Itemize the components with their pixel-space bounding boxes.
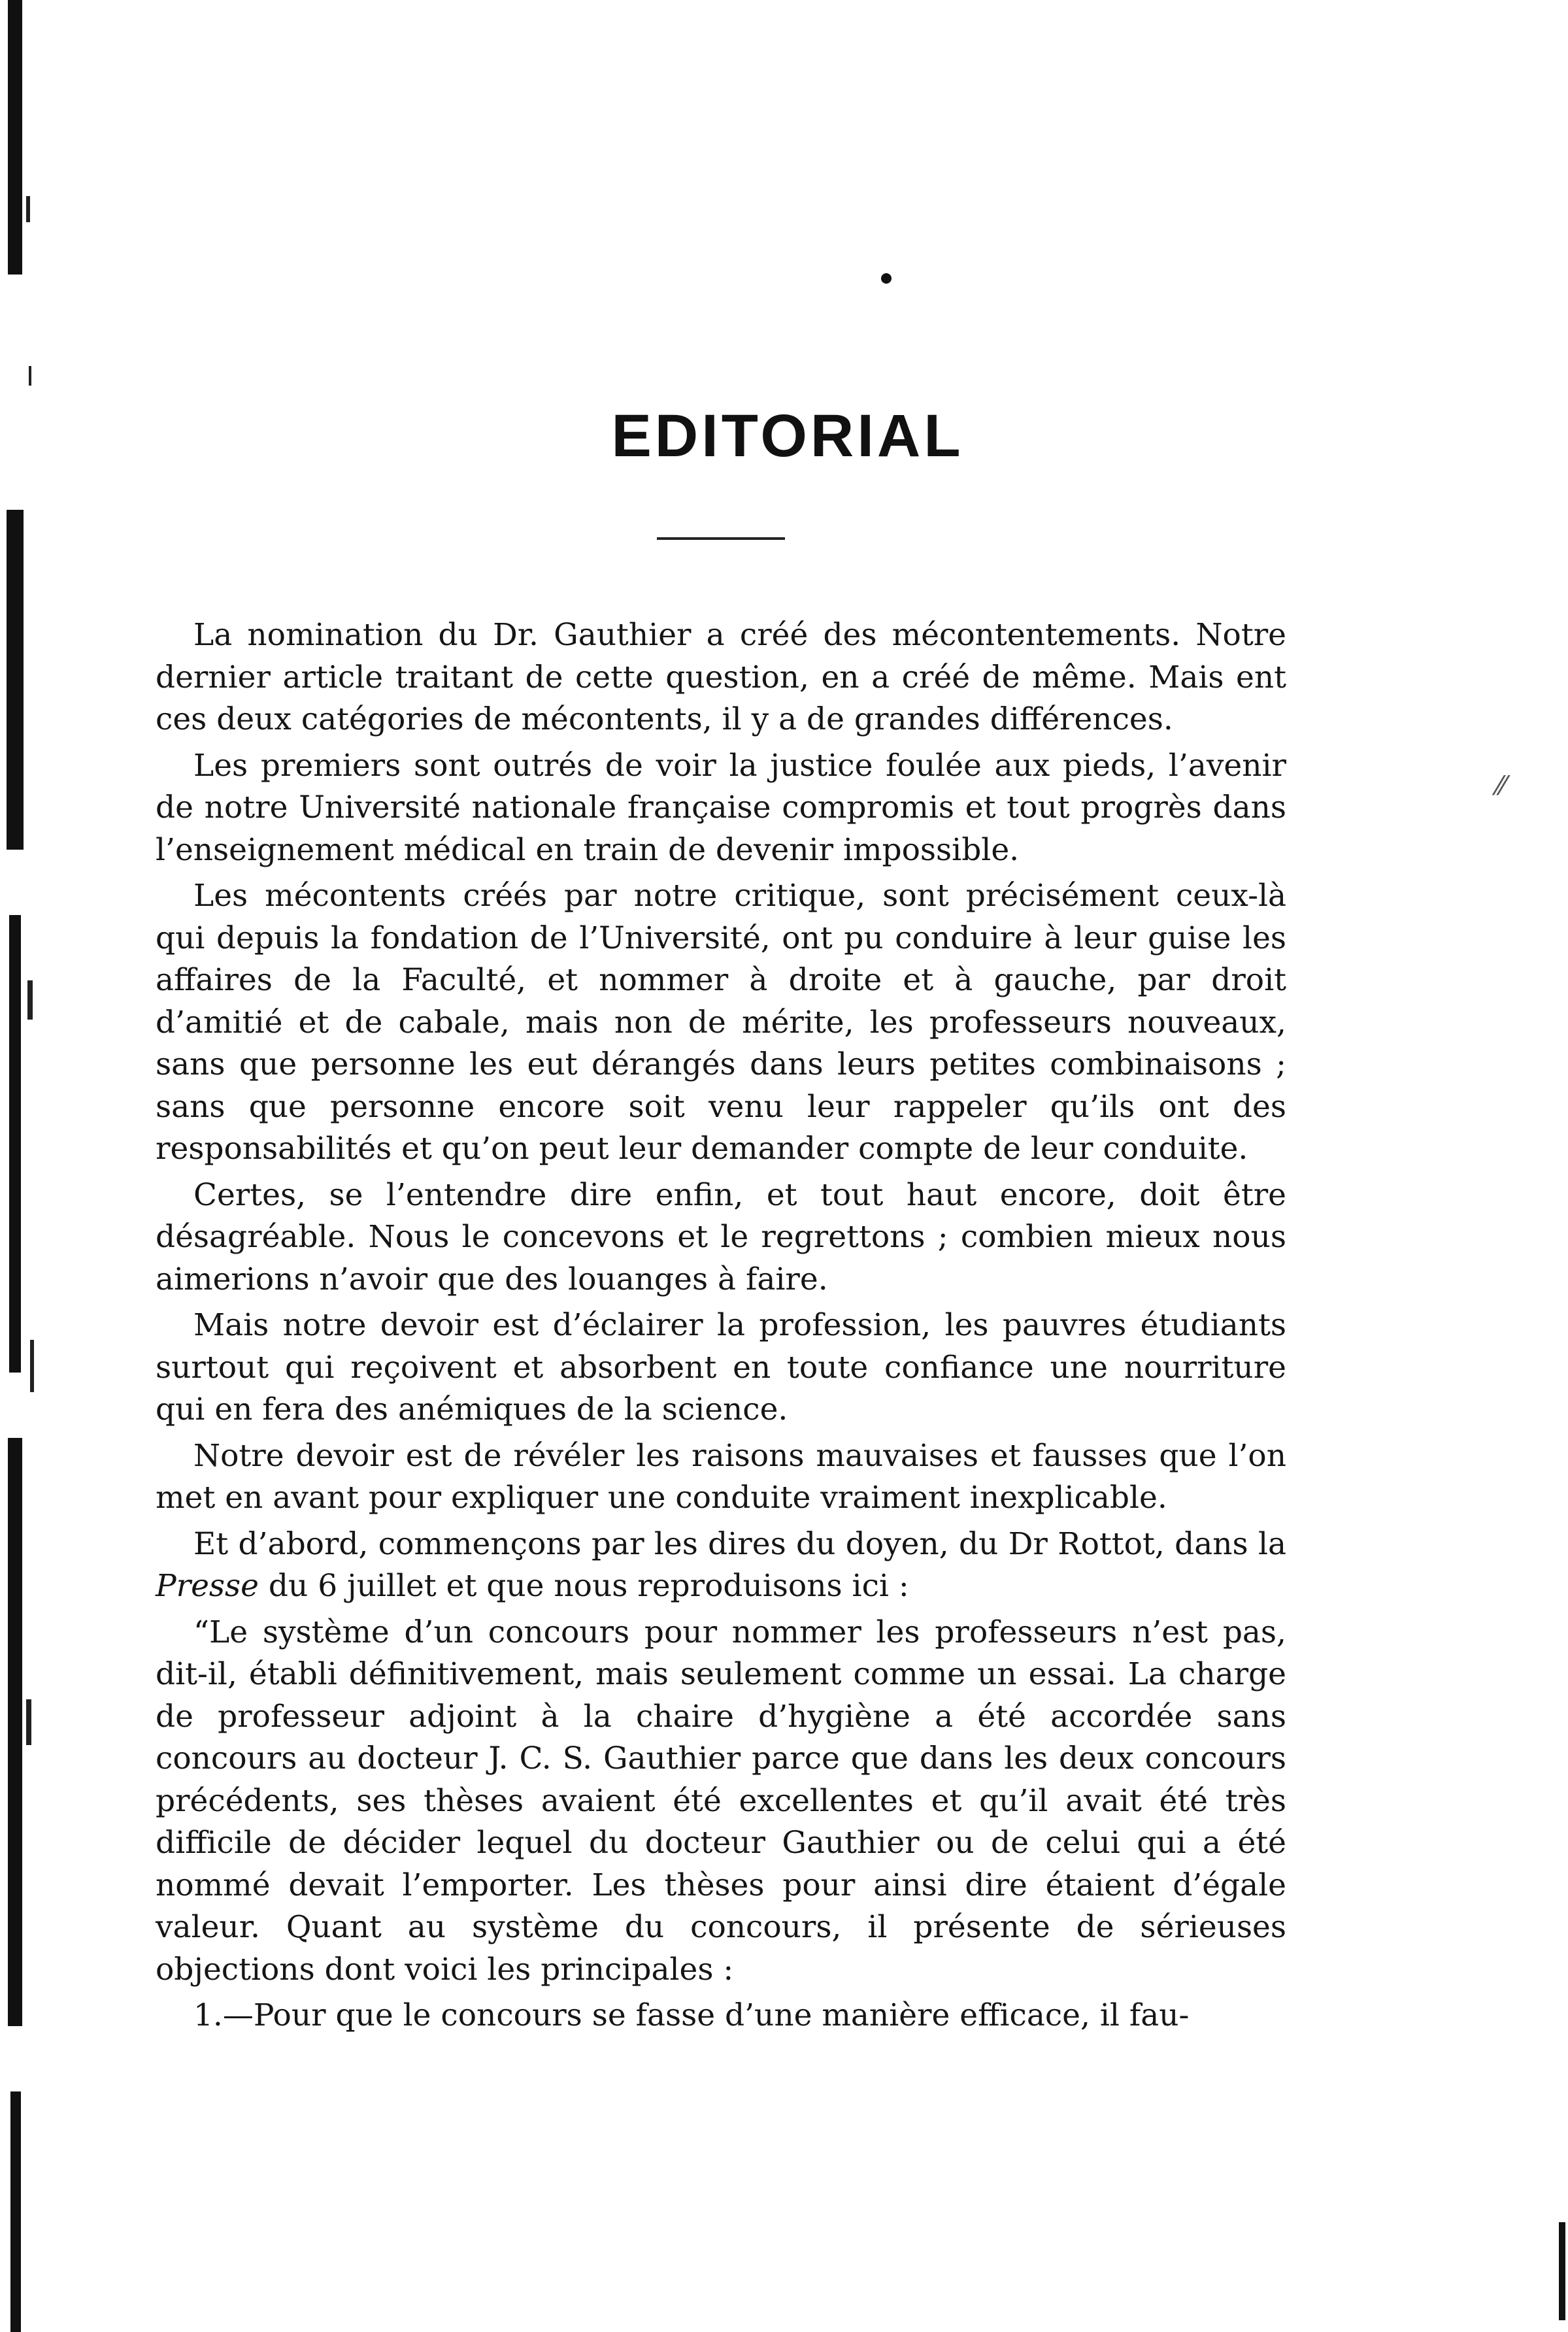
newspaper-name: Presse: [156, 1568, 259, 1604]
right-edge: [1548, 0, 1568, 2332]
page-title: EDITORIAL: [611, 403, 964, 469]
page-dot: [881, 273, 892, 284]
paragraph: La nomination du Dr. Gauthier a créé des mécontentements. Notre dernier article traitant de cette question, en a créé de même. Mais ent ces deux catégories de mécontents, il y a de grandes différences.: [156, 617, 1286, 737]
stray-mark: ⁄⁄: [1497, 771, 1506, 801]
paragraph: Les mécontents créés par notre critique, sont précisément ceux-là qui depuis la fondation de l’Université, ont pu conduire à leur guise les affaires de la Faculté, et nommer à droite et à gauche, par droit d’amitié et de cabale, mais non de mérite, les professeurs nouveaux, sans que personne les eut dérangés dans leurs petites combinaisons ; sans que personne encore soit venu leur rappeler qu’ils ont des responsabilités et qu’on peut leur demander compte de leur conduite.: [156, 878, 1286, 1167]
paragraph: 1.—Pour que le concours se fasse d’une manière efficace, il fau-: [193, 1997, 1190, 2033]
title-divider: [657, 537, 785, 540]
paragraph: [156, 1524, 1286, 1608]
paragraph: Mais notre devoir est d’éclairer la profession, les pauvres étudiants surtout qui reçoivent et absorbent en toute confiance une nourriture qui en fera des anémiques de la science.: [156, 1307, 1286, 1427]
paragraph: Notre devoir est de révéler les raisons mauvaises et fausses que l’on met en avant pour expliquer une conduite vraiment inexplicable.: [156, 1437, 1286, 1516]
paragraph: Les premiers sont outrés de voir la justice foulée aux pieds, l’avenir de notre Université nationale française compromis et tout progrès dans l’enseignement médical en train de devenir impossible.: [156, 747, 1286, 868]
paragraph-text: Et d’abord, commençons par les dires du doyen, du Dr Rottot, dans la: [193, 1525, 1286, 1562]
paragraph: Certes, se l’entendre dire enfin, et tout haut encore, doit être désagréable. Nous le concevons et le regrettons ; combien mieux nous aimerions n’avoir que des louanges à faire.: [156, 1176, 1286, 1297]
paragraph-text: du 6 juillet et que nous reproduisons ici :: [258, 1568, 909, 1604]
article-body: [156, 614, 1286, 2041]
quoted-paragraph: “Le système d’un concours pour nommer les professeurs n’est pas, dit-il, établi définitivement, mais seulement comme un essai. La charge de professeur adjoint à la chaire d’hygiène a été accordée sans concours au docteur J. C. S. Gauthier parce que dans les deux concours précédents, ses thèses avaient été excellentes et qu’il avait été très difficile de décider lequel du docteur Gauthier ou de celui qui a été nommé devait l’emporter. Les thèses pour ainsi dire étaient d’égale valeur. Quant au système du concours, il présente de sérieuses objections dont voici les principales :: [156, 1614, 1286, 1988]
binding-edge: [0, 0, 51, 2332]
